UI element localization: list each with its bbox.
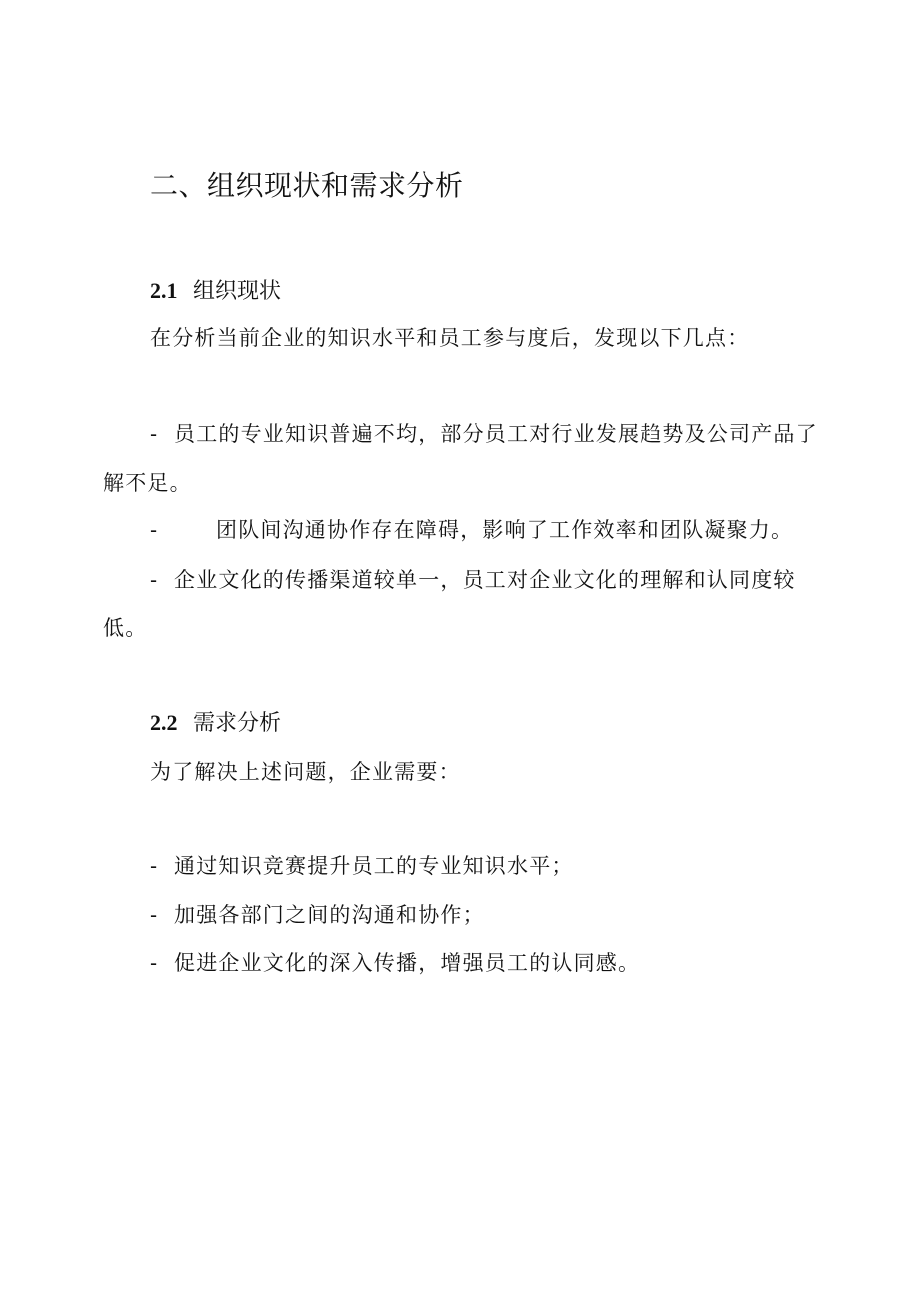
subsection-heading-status [150, 280, 281, 303]
list-dash: - [150, 518, 159, 542]
status-item-1 [150, 424, 818, 445]
subsection-heading-needs [150, 712, 281, 735]
subsection-title: 需求分析 [193, 711, 282, 736]
subsection-number: 2.1 [150, 278, 178, 303]
needs-item-3 [150, 953, 640, 974]
list-item-text: 通过知识竞赛提升员工的专业知识水平； [174, 854, 574, 878]
list-item-text: 企业文化的传播渠道较单一，员工对企业文化的理解和认同度较 [174, 568, 796, 592]
needs-intro: 为了解决上述问题，企业需要： [150, 760, 461, 784]
subsection-title: 组织现状 [193, 279, 282, 304]
status-intro: 在分析当前企业的知识水平和员工参与度后，发现以下几点： [150, 326, 750, 350]
list-item-text: 团队间沟通协作存在障碍，影响了工作效率和团队凝聚力。 [216, 518, 794, 542]
list-dash: - [150, 854, 159, 878]
status-item-1-continued: 解不足。 [103, 471, 192, 495]
list-item-text: 员工的专业知识普遍不均，部分员工对行业发展趋势及公司产品了 [174, 422, 818, 446]
subsection-number: 2.2 [150, 710, 178, 735]
status-item-2 [150, 520, 793, 541]
needs-item-2 [150, 905, 485, 926]
list-dash: - [150, 422, 159, 446]
list-item-text: 促进企业文化的深入传播，增强员工的认同感。 [174, 951, 641, 975]
list-item-text: 加强各部门之间的沟通和协作； [174, 903, 485, 927]
list-dash: - [150, 951, 159, 975]
list-dash: - [150, 568, 159, 592]
status-item-3 [150, 570, 796, 591]
needs-item-1 [150, 856, 574, 877]
list-dash: - [150, 903, 159, 927]
status-item-3-continued: 低。 [103, 616, 148, 640]
section-title: 二、组织现状和需求分析 [150, 169, 464, 202]
